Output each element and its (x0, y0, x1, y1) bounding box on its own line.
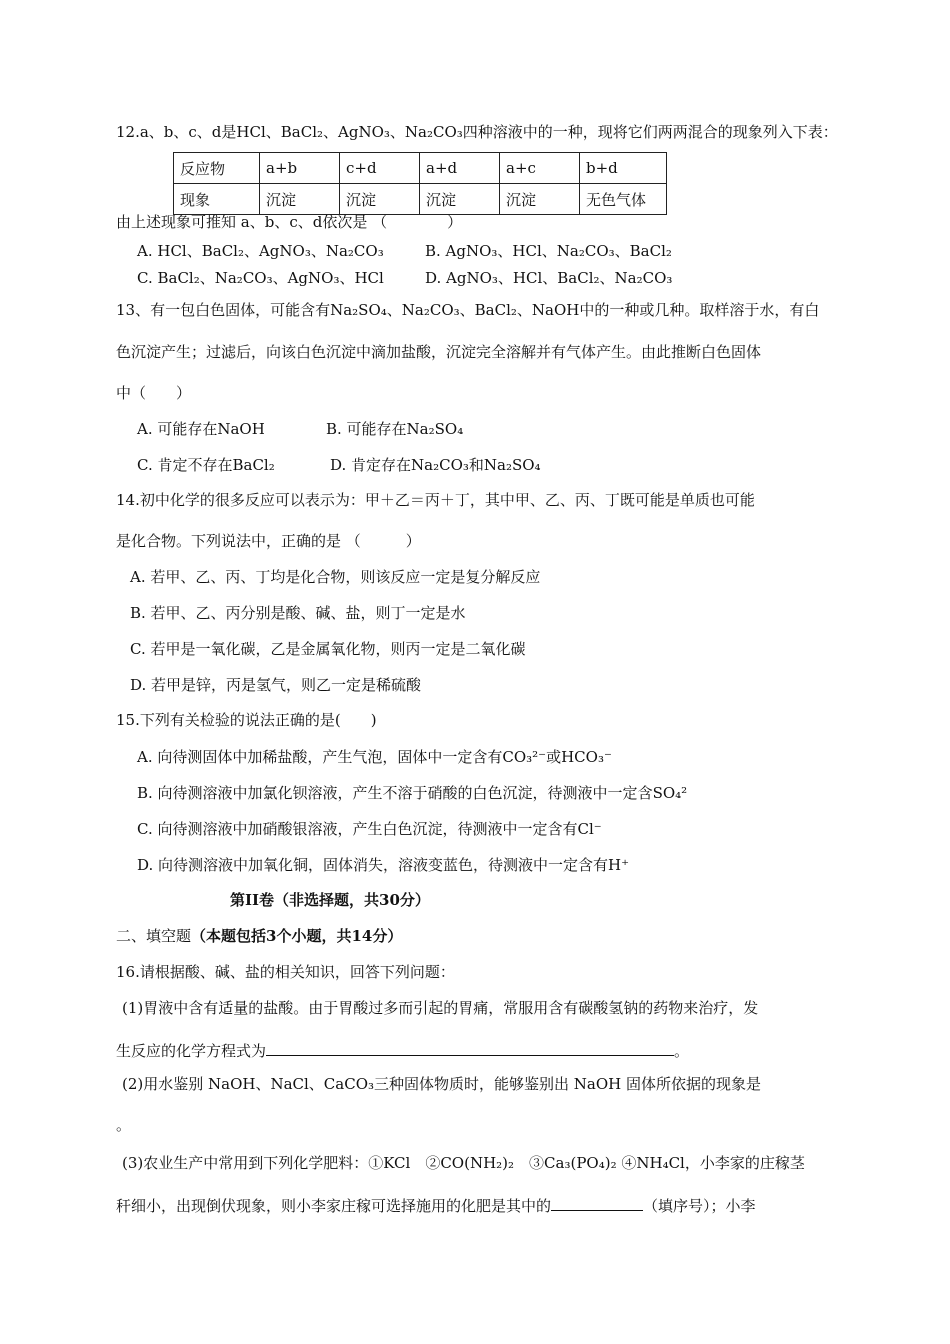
q16-part1-prompt: 生反应的化学方程式为 (116, 1042, 267, 1060)
q13-line2: 色沉淀产生；过滤后，向该白色沉淀中滴加盐酸，沉淀完全溶解并有气体产生。由此推断白色固体 (116, 343, 762, 361)
table-cell: a+d (420, 153, 500, 184)
q16-part3-line2 (116, 1194, 756, 1216)
q12-infer: 由上述现象可推知 a、b、c、d依次是 （ ） (116, 213, 463, 231)
q12-option-c: C. BaCl₂、Na₂CO₃、AgNO₃、HCl (137, 269, 384, 287)
q12-stem: 12.a、b、c、d是HCl、BaCl₂、AgNO₃、Na₂CO₃四种溶液中的一种，现将它们两两混合的现象列入下表： (116, 123, 838, 141)
q14-option-b: B. 若甲、乙、丙分别是酸、碱、盐，则丁一定是水 (130, 604, 466, 622)
table-cell: 沉淀 (340, 184, 420, 215)
table-cell: 沉淀 (420, 184, 500, 215)
q16-part2-line1: (2)用水鉴别 NaOH、NaCl、CaCO₃三种固体物质时，能够鉴别出 NaOH 固体所依据的现象是 (122, 1075, 761, 1093)
table-row (174, 153, 667, 184)
q16-part1-line1: (1)胃液中含有适量的盐酸。由于胃酸过多而引起的胃痛，常服用含有碳酸氢钠的药物来治疗，发 (122, 999, 759, 1017)
part2-title: 第II卷（非选择题，共30分） (230, 891, 430, 909)
table-cell: a+b (260, 153, 340, 184)
q15-option-a: A. 向待测固体中加稀盐酸，产生气泡，固体中一定含有CO₃²⁻或HCO₃⁻ (137, 748, 612, 766)
table-cell: 沉淀 (260, 184, 340, 215)
q15-option-c: C. 向待测溶液中加硝酸银溶液，产生白色沉淀，待测液中一定含有Cl⁻ (137, 820, 602, 838)
q15-option-b: B. 向待测溶液中加氯化钡溶液，产生不溶于硝酸的白色沉淀，待测液中一定含SO₄² (137, 784, 688, 802)
q16-part3-suffix: （填序号）；小李 (643, 1197, 756, 1215)
q16-part1-end: 。 (674, 1042, 690, 1060)
answer-blank[interactable] (266, 1039, 674, 1056)
q13-line1: 13、有一包白色固体，可能含有Na₂SO₄、Na₂CO₃、BaCl₂、NaOH中的一种或几种。取样溶于水，有白 (116, 301, 820, 319)
table-cell: 反应物 (174, 153, 260, 184)
q13-option-a: A. 可能存在NaOH (137, 420, 265, 438)
table-cell: c+d (340, 153, 420, 184)
q12-option-d: D. AgNO₃、HCl、BaCl₂、Na₂CO₃ (425, 269, 673, 287)
table-cell: 沉淀 (500, 184, 580, 215)
section2-note: （本题包括3个小题，共14分） (191, 927, 403, 945)
q15-stem: 15.下列有关检验的说法正确的是( ) (116, 711, 377, 729)
q16-part3-line1: (3)农业生产中常用到下列化学肥料：①KCl ②CO(NH₂)₂ ③Ca₃(PO₄)₂ ④NH₄Cl，小李家的庄稼茎 (122, 1154, 805, 1172)
q13-option-b: B. 可能存在Na₂SO₄ (326, 420, 464, 438)
q13-option-c: C. 肯定不存在BaCl₂ (137, 456, 275, 474)
q12-option-a: A. HCl、BaCl₂、AgNO₃、Na₂CO₃ (137, 242, 384, 260)
table-cell: b+d (580, 153, 667, 184)
q16-stem: 16.请根据酸、碱、盐的相关知识，回答下列问题： (116, 963, 455, 981)
q15-option-d: D. 向待测溶液中加氧化铜，固体消失，溶液变蓝色，待测液中一定含有H⁺ (137, 856, 630, 874)
reaction-table (173, 152, 667, 215)
q13-line3: 中（ ） (116, 384, 192, 402)
q14-option-d: D. 若甲是锌，丙是氢气，则乙一定是稀硫酸 (130, 676, 422, 694)
q14-line2: 是化合物。下列说法中，正确的是 （ ） (116, 532, 421, 550)
q14-option-a: A. 若甲、乙、丙、丁均是化合物，则该反应一定是复分解反应 (130, 568, 541, 586)
q16-part3-prompt: 秆细小，出现倒伏现象，则小李家庄稼可选择施用的化肥是其中的 (116, 1197, 552, 1215)
table-cell: 现象 (174, 184, 260, 215)
answer-blank[interactable] (551, 1194, 643, 1211)
table-row (174, 184, 667, 215)
section2-prefix: 二、填空题 (116, 927, 192, 945)
q14-option-c: C. 若甲是一氧化碳，乙是金属氧化物，则丙一定是二氧化碳 (130, 640, 526, 658)
q16-part1-line2 (116, 1039, 689, 1061)
q12-option-b: B. AgNO₃、HCl、Na₂CO₃、BaCl₂ (425, 242, 672, 260)
table-cell: 无色气体 (580, 184, 667, 215)
q14-line1: 14.初中化学的很多反应可以表示为：甲＋乙＝丙＋丁，其中甲、乙、丙、丁既可能是单质也可能 (116, 491, 755, 509)
section2-heading (116, 926, 402, 946)
table-cell: a+c (500, 153, 580, 184)
q16-part2-line2: 。 (116, 1116, 132, 1134)
q13-option-d: D. 肯定存在Na₂CO₃和Na₂SO₄ (330, 456, 541, 474)
